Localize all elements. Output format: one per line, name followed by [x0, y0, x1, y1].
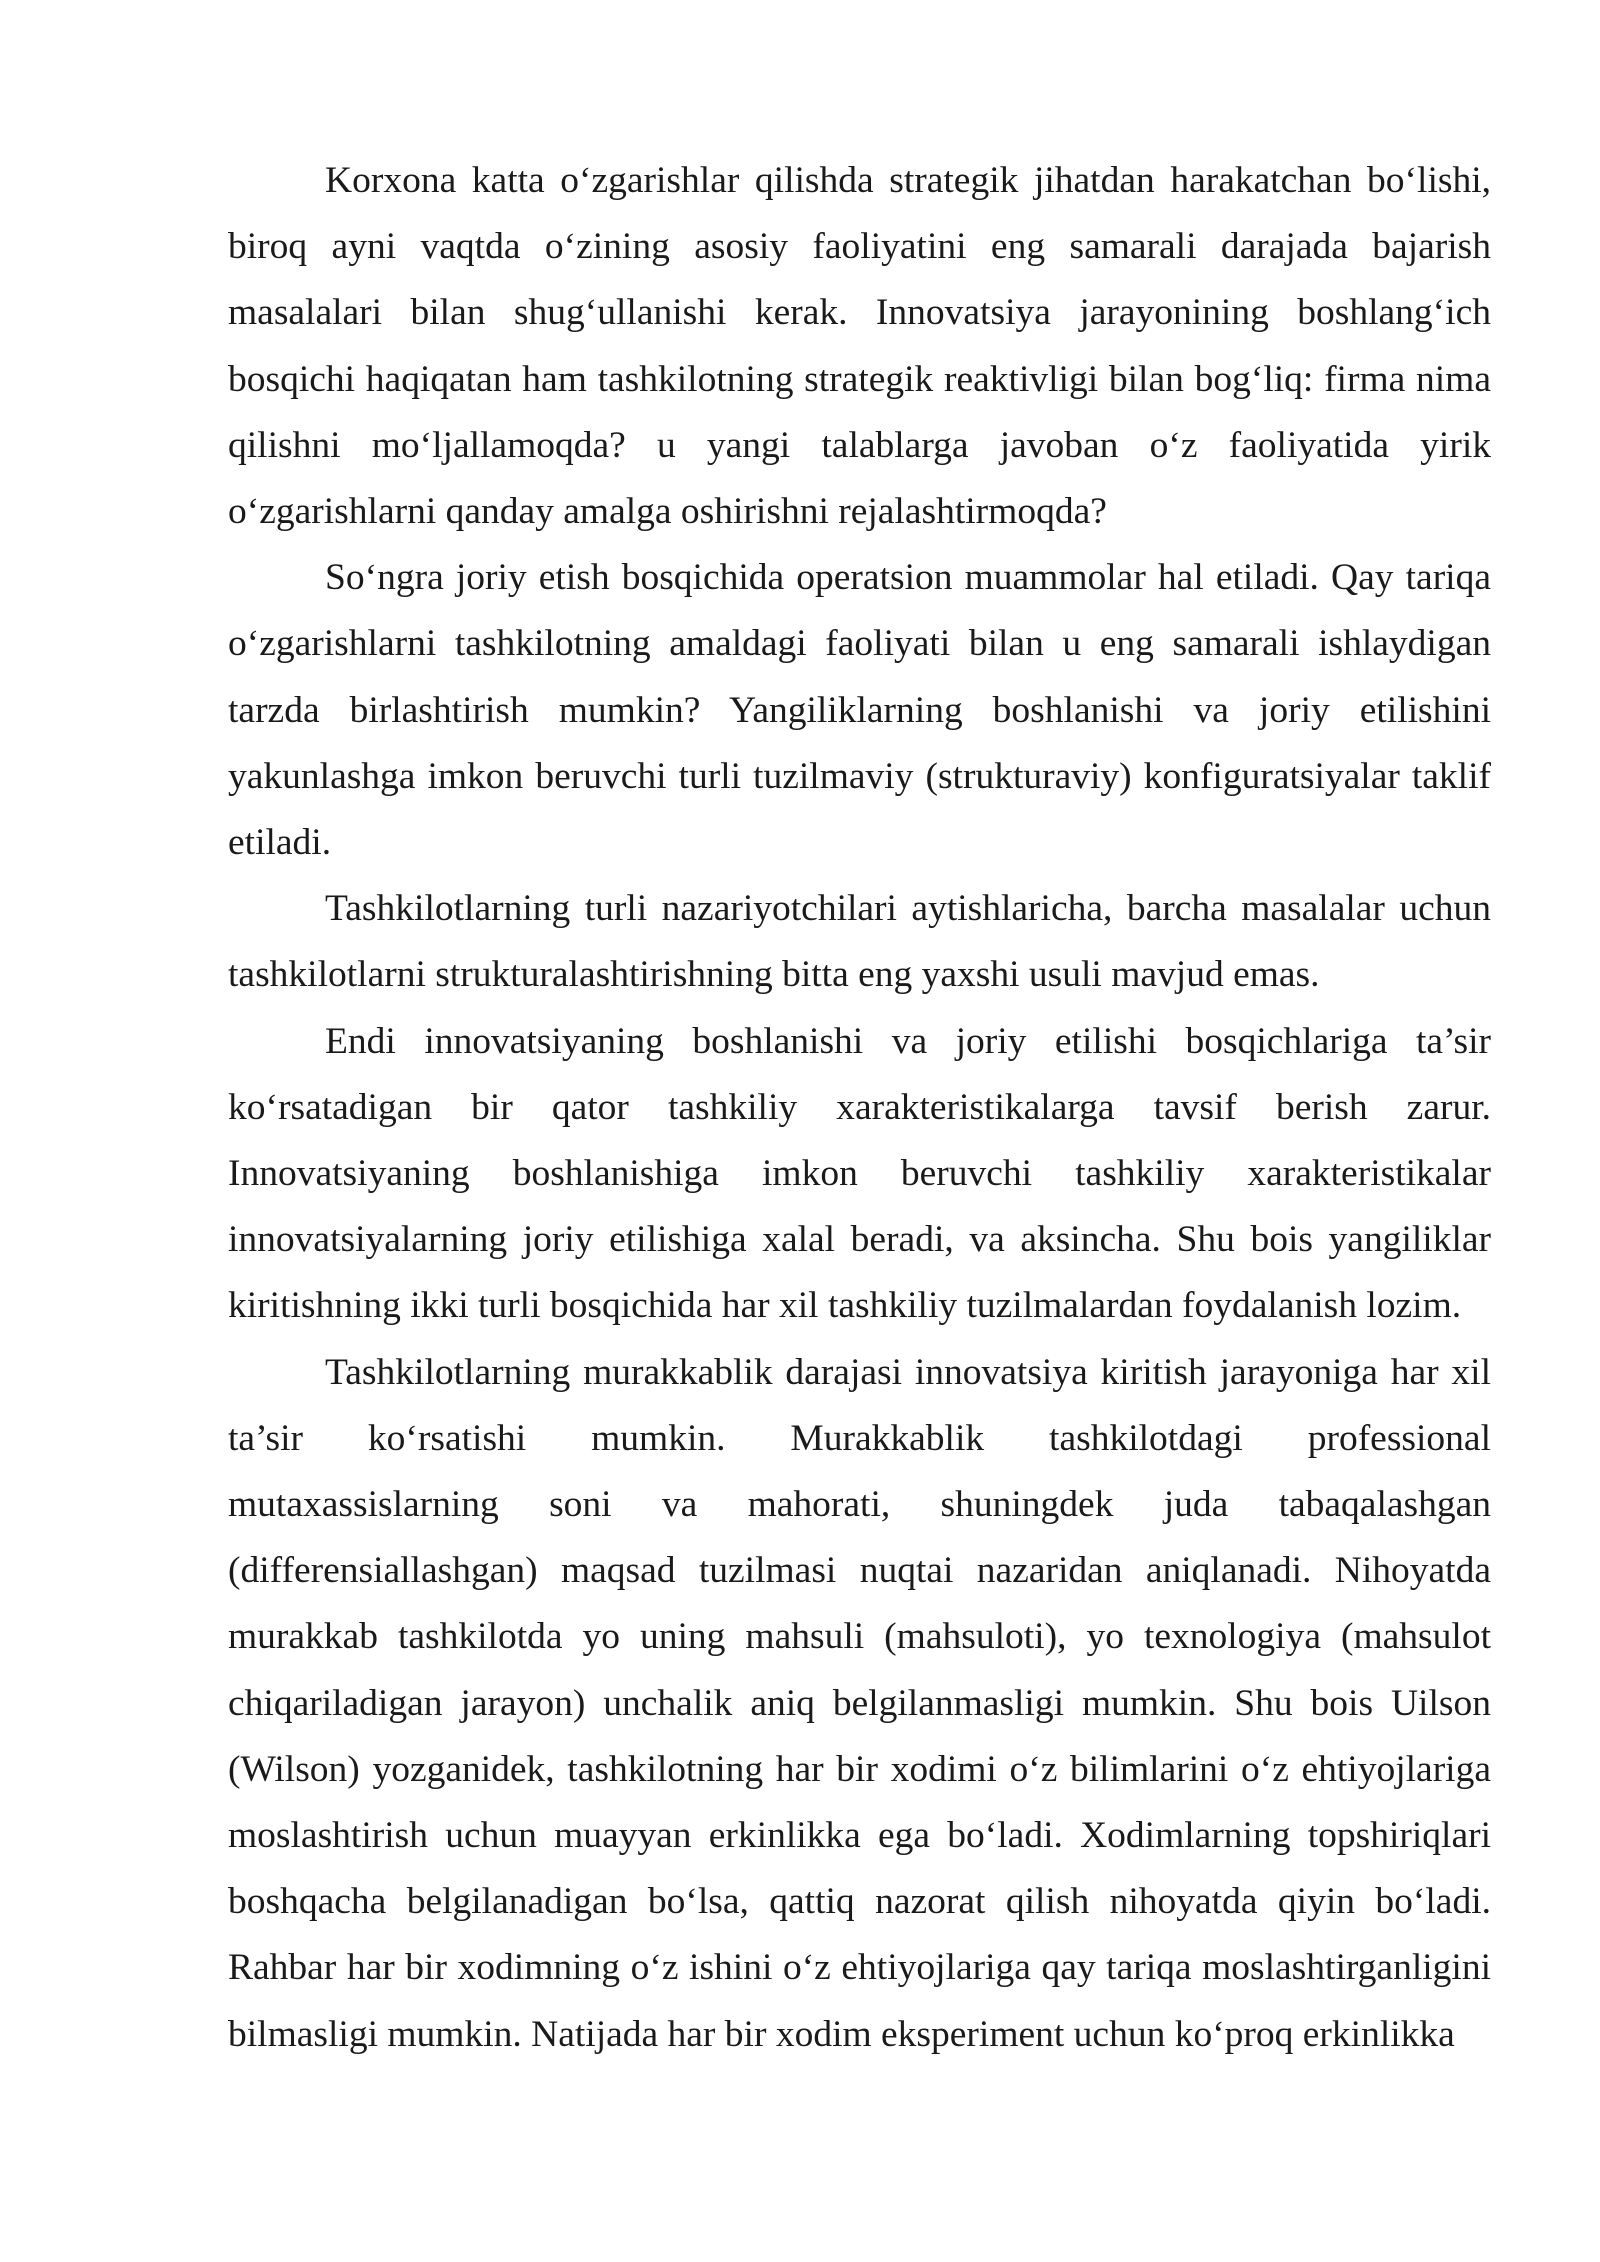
paragraph-3: Tashkilotlarning turli nazariyotchilari aytishlaricha, barcha masalalar uchun tashkilotlarni strukturalashtirishning bitta eng yaxshi usuli mavjud emas.: [228, 888, 1491, 996]
paragraph-1: Korxona katta o‘zgarishlar qilishda strategik jihatdan harakatchan bo‘lishi, biroq ayni vaqtda o‘zining asosiy faoliyatini eng samarali darajada bajarish masalalari bilan shug‘ullanishi kerak. Innovatsiya jarayonining boshlang‘ich bosqichi haqiqatan ham tashkilotning strategik reaktivligi bilan bog‘liq: firma nima qilishni mo‘ljallamoqda? u yangi talablarga javoban o‘z faoliyatida yirik o‘zgarishlarni qanday amalga oshirishni rejalashtirmoqda?: [228, 160, 1491, 533]
body-text: [228, 148, 1491, 2068]
paragraph-5: Tashkilotlarning murakkablik darajasi innovatsiya kiritish jarayoniga har xil ta’sir ko‘rsatishi mumkin. Murakkablik tashkilotdagi professional mutaxassislarning soni va mahorati, shuningdek juda tabaqalashgan (differensiallashgan) maqsad tuzilmasi nuqtai nazaridan aniqlanadi. Nihoyatda murakkab tashkilotda yo uning mahsuli (mahsuloti), yo texnologiya (mahsulot chiqariladigan jarayon) unchalik aniq belgilanmasligi mumkin. Shu bois Uilson (Wilson) yozganidek, tashkilotning har bir xodimi o‘z bilimlarini o‘z ehtiyojlariga moslashtirish uchun muayyan erkinlikka ega bo‘ladi. Xodimlarning topshiriqlari boshqacha belgilanadigan bo‘lsa, qattiq nazorat qilish nihoyatda qiyin bo‘ladi. Rahbar har bir xodimning o‘z ishini o‘z ehtiyojlariga qay tariqa moslashtirganligini bilmasligi mumkin. Natijada har bir xodim eksperiment uchun ko‘proq erkinlikka: [228, 1351, 1491, 2055]
paragraph-2: So‘ngra joriy etish bosqichida operatsion muammolar hal etiladi. Qay tariqa o‘zgarishlarni tashkilotning amaldagi faoliyati bilan u eng samarali ishlaydigan tarzda birlashtirish mumkin? Yangiliklarning boshlanishi va joriy etilishini yakunlashga imkon beruvchi turli tuzilmaviy (strukturaviy) konfiguratsiyalar taklif etiladi.: [228, 557, 1491, 864]
paragraph-4: Endi innovatsiyaning boshlanishi va joriy etilishi bosqichlariga ta’sir ko‘rsatadigan bir qator tashkiliy xarakteristikalarga tavsif berish zarur. Innovatsiyaning boshlanishiga imkon beruvchi tashkiliy xarakteristikalar innovatsiyalarning joriy etilishiga xalal beradi, va aksincha. Shu bois yangiliklar kiritishning ikki turli bosqichida har xil tashkiliy tuzilmalardan foydalanish lozim.: [228, 1020, 1491, 1327]
